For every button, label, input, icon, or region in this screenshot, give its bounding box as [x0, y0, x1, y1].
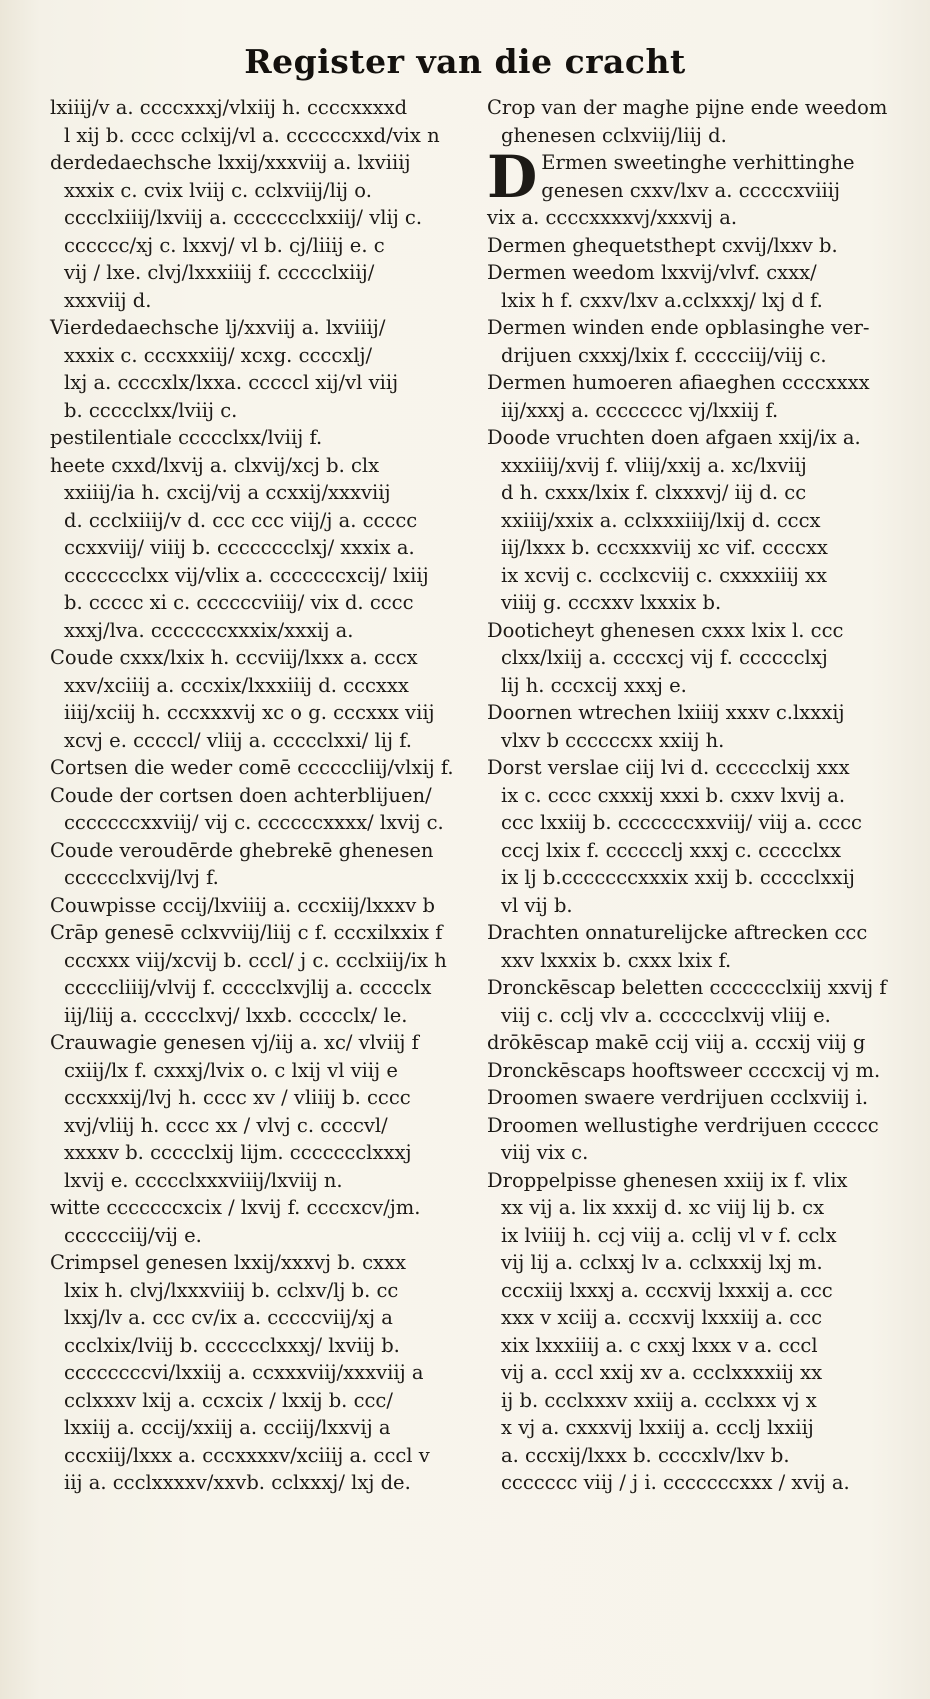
entry-heading-line: Coude veroudērde ghebrekē ghenesen [50, 838, 434, 862]
entry-heading-line: Crauwagie genesen vj/iij a. xc/ vlviij f [50, 1031, 419, 1054]
entry-continuation-line: vij lij a. cclxxj lv a. cclxxxij lxj m. [501, 1251, 823, 1274]
entry-continuation-line: xxxj/lva. cccccccxxxix/xxxij a. [64, 618, 354, 642]
register-entry [487, 617, 887, 700]
register-entry [487, 974, 887, 1029]
drop-cap: D [487, 143, 538, 211]
entry-heading-line: witte cccccccxcix / lxvij f. ccccxcv/jm. [50, 1196, 421, 1219]
entry-continuation-line: ccccccc viij / j i. cccccccxxx / xvij a. [501, 1471, 850, 1494]
entry-heading-line: Dermen winden ende opblasinghe ver- [487, 316, 870, 339]
entry-heading-line: Dronckēscap beletten ccccccclxiij xxvij f [487, 976, 887, 999]
entry-heading-line: Dermen ghequetsthept cxvij/lxxv b. [487, 233, 838, 257]
register-entry [50, 919, 450, 1029]
entry-heading-line: Dorst verslae ciij lvi d. cccccclxij xxx [487, 756, 850, 779]
entry-continuation-line: iij/lxxx b. cccxxxviij xc vif. ccccxx [501, 536, 828, 559]
entry-heading-line: Doode vruchten doen afgaen xxij/ix a. [487, 426, 861, 449]
entry-continuation-line: cccccc/xj c. lxxvj/ vl b. cj/liiij e. c [64, 233, 385, 257]
entry-heading-line: derdedaechsche lxxij/xxxviij a. lxviiij [50, 151, 411, 174]
register-entry [50, 1029, 450, 1194]
entry-heading-line: Dronckēscaps hooftsweer ccccxcij vj m. [487, 1058, 881, 1082]
entry-continuation-line: ccc lxxiij b. cccccccxxviij/ viij a. cccc [501, 811, 862, 834]
register-entry [487, 1029, 887, 1057]
entry-continuation-line: b. ccccc xi c. ccccccviiij/ vix d. cccc [64, 591, 414, 614]
entry-heading-line: Cortsen die weder comē ccccccliij/vlxij f. [50, 756, 454, 779]
entry-continuation-line: xix lxxxiiij a. c cxxj lxxx v a. cccl [501, 1333, 818, 1357]
entry-continuation-line: xxxix c. cvix lviij c. cclxviij/lij o. [64, 178, 372, 202]
entry-continuation-line: cccxiij/lxxx a. cccxxxxv/xciiij a. cccl v [64, 1443, 430, 1467]
entry-continuation-line: iij a. ccclxxxxv/xxvb. cclxxxj/ lxj de. [64, 1471, 411, 1494]
entry-heading-line: Crop van der maghe pijne ende weedom [487, 96, 888, 119]
entry-continuation-line: viij vix c. [501, 1141, 589, 1164]
entry-continuation-line: a. cccxij/lxxx b. ccccxlv/lxv b. [501, 1443, 790, 1467]
register-entry [487, 1112, 887, 1167]
entry-heading-line: Doornen wtrechen lxiiij xxxv c.lxxxij [487, 701, 845, 724]
register-entry [487, 369, 887, 424]
entry-continuation-line: xx vij a. lix xxxij d. xc viij lij b. cx [501, 1196, 825, 1219]
entry-continuation-line: xxiiij/xxix a. cclxxxiiij/lxij d. cccx [501, 508, 821, 532]
entry-continuation-line: lxix h f. cxxv/lxv a.cclxxxj/ lxj d f. [501, 288, 823, 312]
entry-continuation-line: vij / lxe. clvj/lxxxiiij f. ccccclxiij/ [64, 261, 375, 284]
register-entry [487, 1057, 887, 1085]
register-entry [487, 94, 887, 149]
entry-continuation-line: drijuen cxxxj/lxix f. ccccciij/viij c. [501, 343, 827, 367]
entry-continuation-line: l xij b. cccc cclxij/vl a. ccccccxxd/vix n [64, 123, 440, 147]
entry-continuation-line: xxiiij/ia h. cxcij/vij a ccxxij/xxxviij [64, 481, 391, 504]
entry-heading-line: Coude cxxx/lxix h. cccviij/lxxx a. cccx [50, 646, 418, 669]
entry-continuation-line: xxx v xciij a. cccxvij lxxxiij a. ccc [501, 1306, 823, 1329]
entry-heading-line: Ermen sweetinghe verhittinghe [541, 151, 855, 174]
entry-continuation-line: ccclxix/lviij b. cccccclxxxj/ lxviij b. [64, 1333, 400, 1357]
right-column [487, 94, 887, 1497]
entry-continuation-line: xcvj e. cccccl/ vliij a. ccccclxxi/ lij f. [64, 728, 413, 752]
entry-continuation-line: cccxxxij/lvj h. cccc xv / vliiij b. cccc [64, 1086, 411, 1109]
entry-continuation-line: cccclxiiij/lxviij a. ccccccclxxiij/ vlij c. [64, 206, 423, 229]
entry-heading-line: Crimpsel genesen lxxij/xxxvj b. cxxx [50, 1251, 406, 1274]
register-entry [50, 782, 450, 837]
register-entry [50, 837, 450, 892]
entry-continuation-line: ccccccclxx vij/vlix a. cccccccxcij/ lxiij [64, 563, 429, 587]
left-column [50, 94, 454, 1497]
entry-continuation-line: cccccliiij/vlvij f. ccccclxvjlij a. ccccclx [64, 976, 432, 999]
entry-heading-line: Dermen weedom lxxvij/vlvf. cxxx/ [487, 261, 817, 284]
entry-continuation-line: xxxxv b. ccccclxij lijm. ccccccclxxxj [64, 1141, 412, 1164]
entry-continuation-line: ghenesen cclxviij/liij d. [501, 123, 727, 147]
entry-heading-line: Dooticheyt ghenesen cxxx lxix l. ccc [487, 618, 844, 642]
entry-continuation-line: xxv lxxxix b. cxxx lxix f. [501, 948, 732, 972]
register-entry [50, 892, 450, 920]
register-entry [50, 452, 450, 645]
entry-continuation-line: iiij/xciij h. cccxxxvij xc o g. cccxxx viij [64, 701, 435, 724]
register-entry [50, 1194, 450, 1249]
register-entry [487, 143, 887, 232]
entry-continuation-line: ccxxviij/ viiij b. cccccccclxj/ xxxix a. [64, 536, 415, 559]
entry-continuation-line: lxix h. clvj/lxxxviiij b. cclxv/lj b. cc [64, 1278, 399, 1302]
entry-heading-line: Couwpisse cccij/lxviiij a. cccxiij/lxxxv b [50, 893, 436, 917]
entry-continuation-line: viiij g. cccxxv lxxxix b. [501, 591, 722, 614]
register-entry [487, 1167, 887, 1497]
entry-heading-line: heete cxxd/lxvij a. clxvij/xcj b. clx [50, 453, 380, 477]
entry-continuation-line: xxxviij d. [64, 288, 152, 312]
entry-heading-line: drōkēscap makē ccij viij a. cccxij viij g [487, 1031, 866, 1054]
entry-continuation-line: lxj a. ccccxlx/lxxa. cccccl xij/vl viij [64, 371, 399, 394]
entry-heading-line: Vierdedaechsche lj/xxviij a. lxviiij/ [50, 316, 386, 339]
register-entry [50, 149, 450, 314]
entry-continuation-line: lxxiij a. cccij/xxiij a. ccciij/lxxvij a [64, 1416, 391, 1439]
entry-heading-line: Crāp genesē cclxvviij/liij c f. cccxilxxix f [50, 921, 443, 944]
entry-continuation-line: cxiij/lx f. cxxxj/lvix o. c lxij vl viij e [64, 1058, 398, 1082]
register-entry [487, 232, 887, 260]
register-entry [487, 1084, 887, 1112]
entry-continuation-line: x vj a. cxxxvij lxxiij a. ccclj lxxiij [501, 1416, 814, 1439]
entry-continuation-line: cccj lxix f. cccccclj xxxj c. ccccclxx [501, 838, 841, 862]
register-entry [487, 314, 887, 369]
entry-heading-line: pestilentiale ccccclxx/lviij f. [50, 426, 323, 449]
entry-continuation-line: lij h. cccxcij xxxj e. [501, 673, 687, 697]
entry-continuation-line: ccccccccvi/lxxiij a. ccxxxviij/xxxviij a [64, 1361, 424, 1384]
entry-continuation-line: ix c. cccc cxxxij xxxi b. cxxv lxvij a. [501, 783, 846, 807]
entry-continuation-line: d. ccclxiiij/v d. ccc ccc viij/j a. ccccc [64, 508, 418, 532]
entry-continuation-line: ix lviiij h. ccj viij a. cclij vl v f. cclx [501, 1223, 837, 1247]
entry-continuation-line: xxxix c. cccxxxiij/ xcxg. ccccxlj/ [64, 343, 373, 367]
register-entry [50, 314, 450, 424]
register-entry [50, 644, 450, 754]
entry-heading-line: Dermen humoeren afiaeghen ccccxxxx [487, 371, 870, 394]
entry-continuation-line: cccccciij/vij e. [64, 1223, 202, 1247]
register-entry [50, 1249, 450, 1497]
entry-continuation-line: vlxv b ccccccxx xxiij h. [501, 728, 725, 752]
entry-continuation-line: ix xcvij c. ccclxcviij c. cxxxxiiij xx [501, 563, 827, 587]
register-entry [487, 424, 887, 617]
entry-continuation-line: lxxj/lv a. ccc cv/ix a. cccccviij/xj a [64, 1306, 393, 1329]
entry-continuation-line: cccxxx viij/xcvij b. cccl/ j c. ccclxiij/ix h [64, 948, 447, 972]
entry-continuation-line: ij b. ccclxxxv xxiij a. ccclxxx vj x [501, 1388, 817, 1412]
register-entry [487, 754, 887, 919]
entry-continuation-line: vij a. cccl xxij xv a. ccclxxxxiij xx [501, 1361, 823, 1384]
page-header: Register van die cracht [244, 42, 686, 81]
entry-continuation-line: cccxiij lxxxj a. cccxvij lxxxij a. ccc [501, 1278, 833, 1302]
entry-continuation-line: d h. cxxx/lxix f. clxxxvj/ iij d. cc [501, 481, 807, 504]
entry-heading-line: Droppelpisse ghenesen xxiij ix f. vlix [487, 1168, 848, 1192]
entry-heading-line: Coude der cortsen doen achterblijuen/ [50, 783, 432, 807]
entry-continuation-line: xxv/xciiij a. cccxix/lxxxiiij d. cccxxx [64, 673, 409, 697]
register-entry [487, 699, 887, 754]
entry-continuation-line: vl vij b. [501, 893, 573, 917]
register-entry [487, 259, 887, 314]
entry-heading-line: Droomen swaere verdrijuen ccclxviij i. [487, 1086, 869, 1109]
entry-continuation-line: viij c. cclj vlv a. cccccclxvij vliij e. [501, 1003, 831, 1027]
entry-heading-line: Droomen wellustighe verdrijuen cccccc [487, 1113, 879, 1137]
entry-heading-line: Drachten onnaturelijcke aftrecken ccc [487, 921, 868, 944]
entry-continuation-line: cclxxxv lxij a. ccxcix / lxxij b. ccc/ [64, 1388, 393, 1412]
entry-continuation-line: cccccccxxviij/ vij c. ccccccxxxx/ lxvij c. [64, 811, 444, 834]
register-entry [50, 754, 454, 782]
entry-continuation-line: iij/liij a. ccccclxvj/ lxxb. ccccclx/ le. [64, 1003, 408, 1027]
entry-continuation-line: vix a. ccccxxxxvj/xxxvij a. [487, 206, 738, 229]
entry-continuation-line: xxxiiij/xvij f. vliij/xxij a. xc/lxviij [501, 453, 807, 477]
register-entry [50, 94, 450, 149]
entry-continuation-line: iij/xxxj a. cccccccc vj/lxxiij f. [501, 398, 779, 422]
entry-continuation-line: ix lj b.cccccccxxxix xxij b. ccccclxxij [501, 866, 855, 889]
entry-continuation-line: clxx/lxiij a. ccccxcj vij f. cccccclxj [501, 646, 828, 669]
entry-continuation-line: b. ccccclxx/lviij c. [64, 398, 238, 422]
register-entry [487, 919, 887, 974]
entry-continuation-line: genesen cxxv/lxv a. cccccxviiij [541, 178, 841, 202]
entry-continuation-line: xvj/vliij h. cccc xx / vlvj c. ccccvl/ [64, 1113, 388, 1137]
entry-heading-line: lxiiij/v a. ccccxxxj/vlxiij h. ccccxxxxd [50, 96, 408, 119]
entry-continuation-line: cccccclxvij/lvj f. [64, 866, 219, 889]
entry-continuation-line: lxvij e. ccccclxxxviiij/lxviij n. [64, 1168, 343, 1192]
register-entry [50, 424, 450, 452]
